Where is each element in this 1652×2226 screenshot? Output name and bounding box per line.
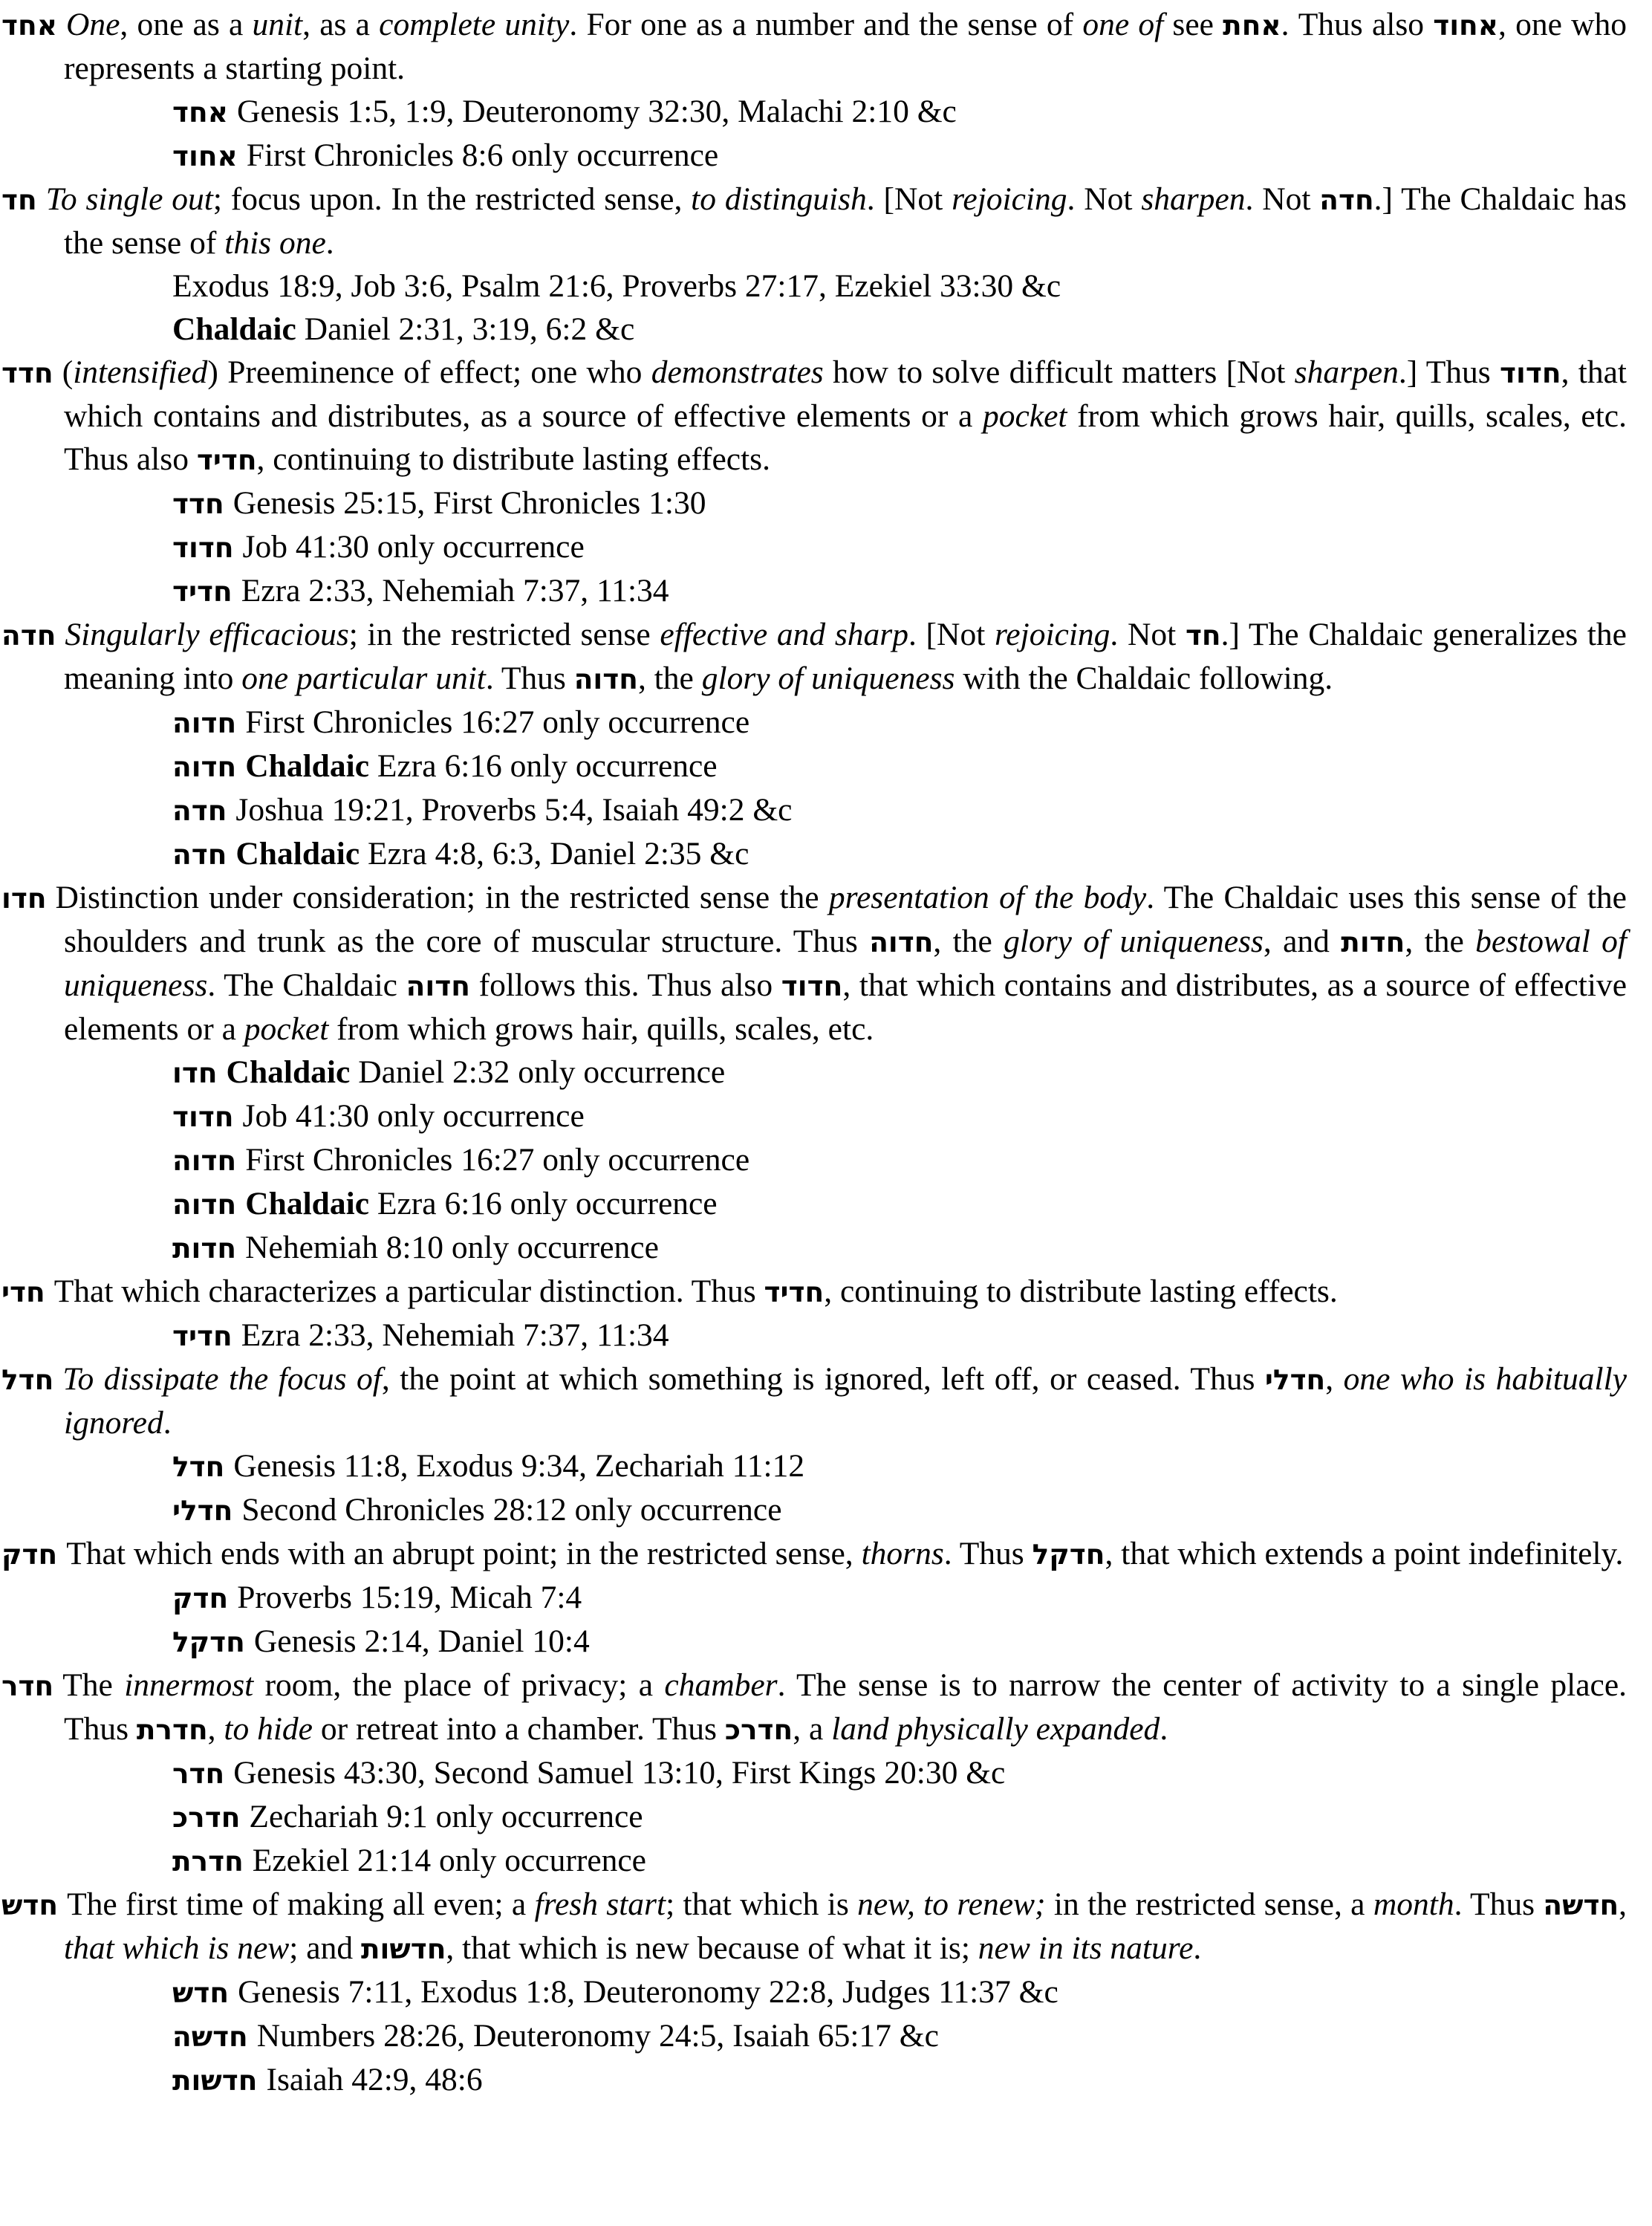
reference-text: Daniel 2:31, 3:19, 6:2 &c [304, 311, 635, 347]
italic-phrase: sharpen [1141, 181, 1246, 217]
chaldaic-label: Chaldaic [172, 311, 296, 347]
reference-text: Numbers 28:26, Deuteronomy 24:5, Isaiah 65:17 &c [256, 2018, 939, 2054]
definition-text: see [1163, 7, 1223, 42]
reference-hebrew: חדוה [172, 1188, 237, 1221]
definition-text: .] The Chaldaic generalizes the meaning into [64, 617, 1627, 696]
definition-text: . Not [1110, 617, 1186, 652]
definition-text: . [Not [866, 181, 952, 217]
reference-line [1, 744, 1627, 788]
reference-hebrew: חדשות [172, 2064, 258, 2097]
reference-line [1, 1970, 1627, 2014]
definition-text: ) Preeminence of effect; one who [207, 354, 651, 390]
italic-phrase: chamber [664, 1667, 778, 1703]
reference-text: Job 41:30 only occurrence [242, 1098, 585, 1134]
reference-line [1, 1182, 1627, 1226]
definition-text: or retreat into a chamber. Thus [313, 1711, 725, 1747]
definition-text: , that which extends a point indefinitely. [1105, 1536, 1624, 1571]
definition-text: . Thus [1454, 1886, 1544, 1922]
reference-line [1, 481, 1627, 525]
reference-text: Isaiah 42:9, 48:6 [266, 2062, 483, 2097]
reference-line [1, 1051, 1627, 1094]
definition-text: , a [793, 1711, 832, 1747]
definition-text: , that which is new because of what it is; [446, 1930, 978, 1966]
definition-text: ; that which is [666, 1886, 858, 1922]
reference-line [1, 1839, 1627, 1883]
headword: חדש [1, 1889, 59, 1921]
hebrew-term: חדות [1341, 926, 1405, 958]
lexicon-entry [1, 1357, 1627, 1444]
reference-text: Joshua 19:21, Proverbs 5:4, Isaiah 49:2 &c [235, 792, 793, 828]
definition-text: .] The Chaldaic has the sense of [64, 181, 1627, 261]
italic-phrase: innermost [124, 1667, 254, 1703]
lexicon-entry [1, 1270, 1627, 1314]
italic-phrase: unit [252, 7, 303, 42]
hebrew-term: חדלי [1264, 1363, 1326, 1396]
definition-text: , the point at which something is ignored, left off, or ceased. Thus [381, 1361, 1265, 1397]
definition-text: with the Chaldaic following. [955, 661, 1333, 696]
reference-hebrew: אחד [172, 96, 228, 129]
reference-hebrew: חדוד [172, 1100, 234, 1133]
definition-text: , that which contains and distributes, as a source of effective elements or a [64, 354, 1627, 434]
reference-text: Second Chronicles 28:12 only occurrence [241, 1492, 782, 1528]
reference-text: Zechariah 9:1 only occurrence [249, 1799, 643, 1834]
reference-text: Genesis 11:8, Exodus 9:34, Zechariah 11:12 [233, 1448, 805, 1484]
lexicon-entry [1, 178, 1627, 265]
lexicon-entry [1, 1532, 1627, 1576]
reference-line [1, 1751, 1627, 1795]
reference-hebrew: חדלי [172, 1494, 233, 1527]
headword: חדד [1, 357, 53, 389]
italic-phrase: glory of uniqueness [701, 661, 955, 696]
reference-text: Daniel 2:32 only occurrence [358, 1054, 726, 1090]
reference-text: First Chronicles 8:6 only occurrence [246, 137, 719, 173]
hebrew-term: חדוה [869, 926, 934, 958]
reference-hebrew: חדר [172, 1757, 225, 1790]
italic-phrase: month [1373, 1886, 1454, 1922]
definition-text: , one as a [120, 7, 253, 42]
hebrew-term: אחוד [1433, 9, 1498, 42]
headword: חדו [1, 882, 47, 915]
reference-line [1, 701, 1627, 744]
italic-phrase: bestowal of uniqueness [64, 924, 1627, 1003]
definition-text: . [163, 1405, 172, 1441]
headword: חדי [1, 1276, 45, 1308]
reference-line [1, 1620, 1627, 1664]
reference-hebrew: חדוד [172, 531, 234, 564]
chaldaic-label: Chaldaic [245, 1186, 370, 1221]
reference-line [1, 134, 1627, 178]
hebrew-term: חדוה [406, 970, 470, 1002]
italic-phrase: Singularly efficacious [65, 617, 349, 652]
italic-phrase: rejoicing [952, 181, 1067, 217]
lexicon-entry [1, 613, 1627, 701]
definition-text: , [207, 1711, 224, 1747]
reference-line [1, 1488, 1627, 1532]
definition-text: , one who represents a starting point. [64, 7, 1627, 86]
hebrew-term: חדיד [196, 444, 257, 476]
reference-text: Job 41:30 only occurrence [242, 529, 585, 565]
italic-phrase: presentation of the body [828, 880, 1147, 915]
definition-text: , [1619, 1886, 1627, 1922]
definition-text: . Thus [485, 661, 574, 696]
definition-text: . The Chaldaic [207, 967, 406, 1003]
reference-hebrew: חדשה [172, 2020, 248, 2053]
reference-hebrew: חדה [172, 838, 227, 871]
reference-hebrew: חדות [172, 1232, 237, 1265]
definition-text: , the [933, 924, 1004, 959]
definition-text: . Not [1067, 181, 1142, 217]
reference-hebrew: חדד [172, 487, 224, 520]
lexicon-entry [1, 876, 1627, 1051]
definition-text: ( [62, 354, 74, 390]
reference-hebrew: חדוה [172, 707, 237, 739]
definition-text: , that which contains and distributes, as a source of effective elements or a [64, 967, 1627, 1047]
hebrew-term: חדשה [1543, 1889, 1619, 1921]
definition-text: ; focus upon. In the restricted sense, [212, 181, 692, 217]
definition-text: ; and [289, 1930, 361, 1966]
definition-text: . The sense is to narrow the center of activity to a single place. Thus [64, 1667, 1627, 1747]
reference-text: Ezra 2:33, Nehemiah 7:37, 11:34 [241, 1317, 669, 1353]
definition-text: That which characterizes a particular distinction. Thus [53, 1273, 764, 1309]
italic-phrase: To dissipate the focus of [62, 1361, 382, 1397]
definition-text: , continuing to distribute lasting effects. [256, 441, 770, 477]
reference-line [1, 2058, 1627, 2102]
italic-phrase: to distinguish [691, 181, 867, 217]
italic-phrase: new, to renew; [857, 1886, 1046, 1922]
lexicon-entry [1, 3, 1627, 90]
reference-line [1, 1138, 1627, 1182]
reference-line [1, 308, 1627, 351]
chaldaic-label: Chaldaic [235, 836, 360, 872]
italic-phrase: to hide [224, 1711, 313, 1747]
reference-hebrew: חדיד [172, 1320, 232, 1352]
italic-phrase: pocket [244, 1011, 329, 1047]
reference-hebrew: חדקל [172, 1626, 245, 1658]
reference-line [1, 1314, 1627, 1357]
headword: חד [1, 184, 37, 216]
hebrew-term: חדוד [781, 970, 843, 1002]
reference-line [1, 569, 1627, 613]
italic-phrase: thorns [861, 1536, 944, 1571]
italic-phrase: To single out [45, 181, 213, 217]
italic-phrase: new in its nature [978, 1930, 1194, 1966]
reference-hebrew: אחוד [172, 140, 238, 172]
headword: חדר [1, 1670, 54, 1702]
italic-phrase: this one [224, 225, 326, 261]
reference-line [1, 832, 1627, 876]
italic-phrase: one of [1082, 7, 1164, 42]
italic-phrase: sharpen [1294, 354, 1399, 390]
lexicon-page [1, 3, 1627, 2102]
reference-line [1, 1226, 1627, 1270]
chaldaic-label: Chaldaic [245, 748, 370, 784]
hebrew-term: חדה [1319, 184, 1374, 216]
reference-hebrew: חדק [172, 1582, 229, 1615]
definition-text: . [1160, 1711, 1168, 1747]
reference-text: Ezra 6:16 only occurrence [377, 1186, 718, 1221]
lexicon-entry [1, 351, 1627, 481]
italic-phrase: rejoicing [994, 617, 1110, 652]
reference-line [1, 1094, 1627, 1138]
italic-phrase: that which is new [64, 1930, 290, 1966]
reference-text: Ezra 6:16 only occurrence [377, 748, 718, 784]
reference-text: Ezra 4:8, 6:3, Daniel 2:35 &c [368, 836, 749, 872]
hebrew-term: חדוד [1500, 357, 1561, 389]
definition-text: from which grows hair, quills, scales, etc. Thus also [64, 398, 1627, 477]
reference-hebrew: חדיד [172, 575, 232, 608]
italic-phrase: one who is habitually ignored [64, 1361, 1627, 1441]
italic-phrase: glory of uniqueness [1004, 924, 1264, 959]
definition-text: . Not [1245, 181, 1320, 217]
definition-text: Distinction under consideration; in the restricted sense the [55, 880, 829, 915]
definition-text: , and [1263, 924, 1342, 959]
italic-phrase: one particular unit [241, 661, 486, 696]
italic-phrase: One [65, 7, 120, 42]
reference-line [1, 1576, 1627, 1620]
reference-line [1, 788, 1627, 832]
reference-text: Genesis 25:15, First Chronicles 1:30 [232, 485, 706, 521]
hebrew-term: אחת [1223, 9, 1281, 42]
lexicon-entry [1, 1664, 1627, 1751]
reference-hebrew: חדוה [172, 750, 237, 783]
reference-line [1, 525, 1627, 569]
reference-hebrew: חדש [172, 1976, 230, 2009]
hebrew-term: חדשות [360, 1933, 446, 1965]
reference-text: Genesis 1:5, 1:9, Deuteronomy 32:30, Malachi 2:10 &c [236, 94, 957, 129]
chaldaic-label: Chaldaic [226, 1054, 351, 1090]
definition-text: .] Thus [1398, 354, 1500, 390]
definition-text: in the restricted sense, a [1045, 1886, 1373, 1922]
definition-text: . [Not [908, 617, 995, 652]
reference-text: Nehemiah 8:10 only occurrence [245, 1230, 659, 1265]
definition-text: room, the place of privacy; a [253, 1667, 665, 1703]
definition-text: how to solve difficult matters [Not [823, 354, 1295, 390]
reference-line [1, 265, 1627, 308]
definition-text: ; in the restricted sense [348, 617, 660, 652]
reference-text: First Chronicles 16:27 only occurrence [245, 1142, 750, 1178]
definition-text: , [1325, 1361, 1344, 1397]
definition-text: . Thus [943, 1536, 1032, 1571]
italic-phrase: pocket [982, 398, 1067, 434]
definition-text: . Thus also [1281, 7, 1434, 42]
reference-hebrew: חדרכ [172, 1801, 241, 1834]
definition-text: The first time of making all even; a [67, 1886, 535, 1922]
definition-text: . The Chaldaic uses this sense of the shoulders and trunk as the core of muscular structure. Thus [64, 880, 1627, 959]
lexicon-entry [1, 1883, 1627, 1970]
reference-text: Ezekiel 21:14 only occurrence [252, 1843, 646, 1878]
reference-hebrew: חדו [172, 1057, 218, 1089]
definition-text: . For one as a number and the sense of [569, 7, 1083, 42]
hebrew-term: חדוה [573, 663, 638, 695]
definition-text: follows this. Thus also [469, 967, 781, 1003]
headword: אחד [1, 9, 57, 42]
definition-text: from which grows hair, quills, scales, etc. [328, 1011, 874, 1047]
reference-hebrew: חדה [172, 794, 227, 827]
hebrew-term: חדיד [764, 1276, 825, 1308]
reference-line [1, 1795, 1627, 1839]
italic-phrase: effective and sharp [660, 617, 908, 652]
reference-hebrew: חדוה [172, 1144, 237, 1177]
definition-text: , the [1405, 924, 1476, 959]
reference-text: Exodus 18:9, Job 3:6, Psalm 21:6, Proverbs 27:17, Ezekiel 33:30 &c [172, 268, 1061, 304]
definition-text: , as a [302, 7, 380, 42]
definition-text: That which ends with an abrupt point; in the restricted sense, [66, 1536, 862, 1571]
definition-text: , the [637, 661, 702, 696]
definition-text: . [325, 225, 334, 261]
reference-hebrew: חדרת [172, 1845, 244, 1878]
definition-text: . [1193, 1930, 1202, 1966]
hebrew-term: חדרת [136, 1713, 208, 1746]
reference-text: Ezra 2:33, Nehemiah 7:37, 11:34 [241, 573, 669, 609]
definition-text: , continuing to distribute lasting effects. [824, 1273, 1338, 1309]
reference-text: Genesis 43:30, Second Samuel 13:10, First Kings 20:30 &c [233, 1755, 1006, 1791]
headword: חדל [1, 1363, 54, 1396]
reference-text: First Chronicles 16:27 only occurrence [245, 704, 750, 740]
reference-text: Genesis 7:11, Exodus 1:8, Deuteronomy 22:8, Judges 11:37 &c [238, 1974, 1058, 2010]
italic-phrase: land physically expanded [831, 1711, 1160, 1747]
hebrew-term: חדקל [1032, 1538, 1105, 1571]
reference-hebrew: חדל [172, 1450, 225, 1483]
reference-line [1, 90, 1627, 134]
italic-phrase: fresh start [534, 1886, 666, 1922]
headword: חדק [1, 1538, 58, 1571]
reference-text: Genesis 2:14, Daniel 10:4 [253, 1623, 590, 1659]
italic-phrase: demonstrates [651, 354, 824, 390]
italic-phrase: complete unity [379, 7, 570, 42]
reference-line [1, 2014, 1627, 2058]
definition-text: The [62, 1667, 125, 1703]
reference-text: Proverbs 15:19, Micah 7:4 [237, 1580, 582, 1615]
headword: חדה [1, 619, 56, 652]
hebrew-term: חד [1185, 619, 1221, 652]
hebrew-term: חדרכ [724, 1713, 793, 1746]
reference-line [1, 1444, 1627, 1488]
italic-phrase: intensified [73, 354, 208, 390]
